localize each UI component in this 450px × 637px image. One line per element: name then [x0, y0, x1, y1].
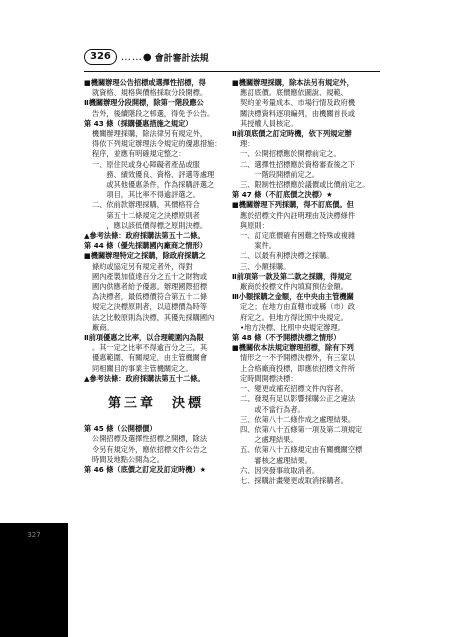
text-line: 一、訂定底價確有困難之特殊或複雜	[240, 231, 356, 241]
text-line: 二、選擇性招標應於資格審查後之下	[240, 159, 356, 169]
text-line: 五、依第八十五條規定由有關機關空標	[240, 445, 363, 455]
text-line: 第 47 條（不訂底價之決標）★	[232, 190, 333, 200]
text-line: 二、發現有足以影響採購公正之違法	[240, 394, 356, 404]
text-line: 條約或協定另有規定者外，得對	[92, 261, 193, 271]
text-line: 其授權人員核定。	[240, 118, 298, 128]
text-line: 得依下列規定辦理法令規定的優惠措施：	[92, 139, 222, 149]
text-line: 國內產製加值達百分之五十之財物或	[92, 271, 208, 281]
text-line: ，應以該低價得標之原則決標。	[92, 220, 208, 230]
text-line: 七、採購計畫變更或取消採購者。	[240, 475, 348, 485]
text-line: 告外，後續階段之邨選，得免予公告。	[92, 108, 215, 118]
text-line: Ⅲ小額採購之金額，在中央由主管機關	[232, 292, 354, 302]
text-line: Ⅱ前項第一款及第二款之採購，得規定	[232, 271, 352, 281]
text-line: 六、因突發事故取消者。	[240, 465, 320, 475]
running-title: 會計審計法規	[154, 53, 209, 64]
text-line: 一階段開標前定之。	[240, 169, 320, 179]
text-line: Ⅱ前項底價之訂定時機，依下列規定辦	[232, 129, 352, 139]
text-line: 法之比較原則為決標，其優先採購國內	[92, 312, 215, 322]
text-line: 就資格、規格與價格採取分段開標。	[92, 88, 208, 98]
text-line: 之處理結果。	[240, 435, 298, 445]
text-line: 令另有規定外，應依招標文件公告之	[92, 444, 208, 454]
text-line: 一、變更或補充招標文件內容者。	[240, 384, 348, 394]
text-line: Ⅱ機關辦理分段開標，除第一階段應公	[84, 98, 204, 108]
left-after-chapter	[84, 424, 228, 475]
text-line: 第 43 條（採購優惠措施之規定）	[84, 118, 193, 128]
text-line: 二、依前款辦理採購，其價格符合	[92, 200, 200, 210]
header-rule	[84, 71, 380, 72]
text-line: ▲參考法條：政府採購法第五十二條。	[84, 373, 205, 383]
text-line: 務、績效優良、資格、評選等處理	[92, 169, 215, 179]
chapter-title: 第三章 決標	[107, 396, 204, 412]
text-line: 應於招標文件內註明理由及決標條件	[240, 210, 356, 220]
text-line: 規定之決標原則者，以這標價為時等	[92, 302, 208, 312]
text-line: 府定之。但地方得比照中央規定。	[240, 312, 348, 322]
text-line: ■機關辦理公告招標或選擇性招標，得	[84, 78, 206, 87]
text-line: 第 45 條（公開標價）	[84, 424, 157, 434]
right-lines	[232, 78, 380, 486]
text-line: 審核之處理結果。	[240, 455, 312, 465]
left-column	[84, 78, 228, 475]
text-line: 機關辦理採購，除法律另有規定外，	[92, 129, 208, 139]
text-line: 上合格廠商投標，即應依招標文件所	[240, 363, 356, 373]
text-line: 優惠範圍、有關規定，由主管機關會	[92, 353, 208, 363]
text-line: 程序，並應有明確規定整之：	[92, 149, 186, 159]
text-line: 定時間開標決標：	[240, 373, 298, 383]
tab-label: 327	[27, 531, 41, 539]
text-line: 三、小額採購。	[240, 261, 291, 271]
text-line: 。其一定之比率不得逾百分之三，其	[92, 343, 208, 353]
text-line: 或其他優惠条件，作為採購評選之	[92, 180, 215, 190]
page-edge-tab	[0, 523, 68, 637]
header-dots: ……●	[120, 51, 153, 63]
text-line: 廠商於投標文件內填寫預估金額。	[240, 282, 348, 292]
text-line: 三、依第八十二條作成之處理結果。	[240, 414, 356, 424]
text-line: 四、依第八十五條第一項及第二項規定	[240, 424, 363, 434]
text-line: 一、公開招標應於開標前定之。	[240, 149, 341, 159]
text-line: 關決標資料逐項編列，由機關首長或	[240, 108, 356, 118]
text-line: 第五十二條規定之決標原則者	[92, 210, 200, 220]
text-line: ■機關依本法規定辦理招標，除有下列	[232, 343, 354, 353]
text-line: ▲參考法條：政府採購法第五十二條。	[84, 231, 205, 241]
text-line: 二、以最有利標決標之採購。	[240, 251, 334, 261]
text-line: 三、限制性招標應於議價或比價前定之。	[240, 180, 370, 190]
text-line: 第 44 條（優先採購國內廠商之情形）	[84, 241, 207, 251]
page-number: 326	[84, 49, 117, 65]
text-line: 一、原住民或身心障礙者產品或服	[92, 159, 200, 169]
text-line: 同相關目的事業主管機關定之。	[92, 363, 193, 373]
text-line: 與原則：	[240, 220, 269, 230]
left-lines	[84, 78, 228, 384]
text-line: ■機關辦理採購，除本法另有規定外，	[232, 78, 354, 87]
text-line: 公開招標及選擇性招標之開標，除法	[92, 434, 208, 444]
text-line: ■機關辦理下列採購，得不訂底價。但	[232, 200, 354, 210]
right-column	[232, 78, 380, 486]
text-line: 應訂底價。底價應依圖說、規範、	[240, 88, 348, 98]
text-line: 定之；在地方由直轄市或縣（市）政	[240, 302, 356, 312]
text-line: Ⅱ前項優惠之比率，以合理範圍內為限	[84, 333, 204, 343]
text-line: 第 48 條（不予開標決標之情形）	[232, 333, 341, 343]
text-line: ■機關辦理特定之採購，除政府採購之	[84, 251, 206, 261]
text-line: •地方決標、比照中央規定辦理。	[240, 322, 345, 332]
text-line: 廠商。	[92, 322, 114, 332]
text-line: 情形之一不予開標決標外，有三家以	[240, 353, 356, 363]
text-line: 項目，其比率不得逾評選之。	[92, 190, 200, 200]
text-line: 第 46 條（底價之訂定及訂定時機）★	[84, 464, 207, 474]
text-line: 國內供應者給予優惠。辦理國際招標	[92, 282, 208, 292]
text-line: 為決標者，最低標價符合第五十二條	[92, 292, 208, 302]
text-line: 或不當行為者。	[240, 404, 305, 414]
text-line: 案件。	[240, 241, 276, 251]
text-line: 理：	[240, 139, 255, 149]
text-line: 時間及地點公開為之。	[92, 454, 164, 464]
text-line: 契約並考量成本、市場行情及政府機	[240, 98, 356, 108]
page-header	[84, 46, 384, 68]
